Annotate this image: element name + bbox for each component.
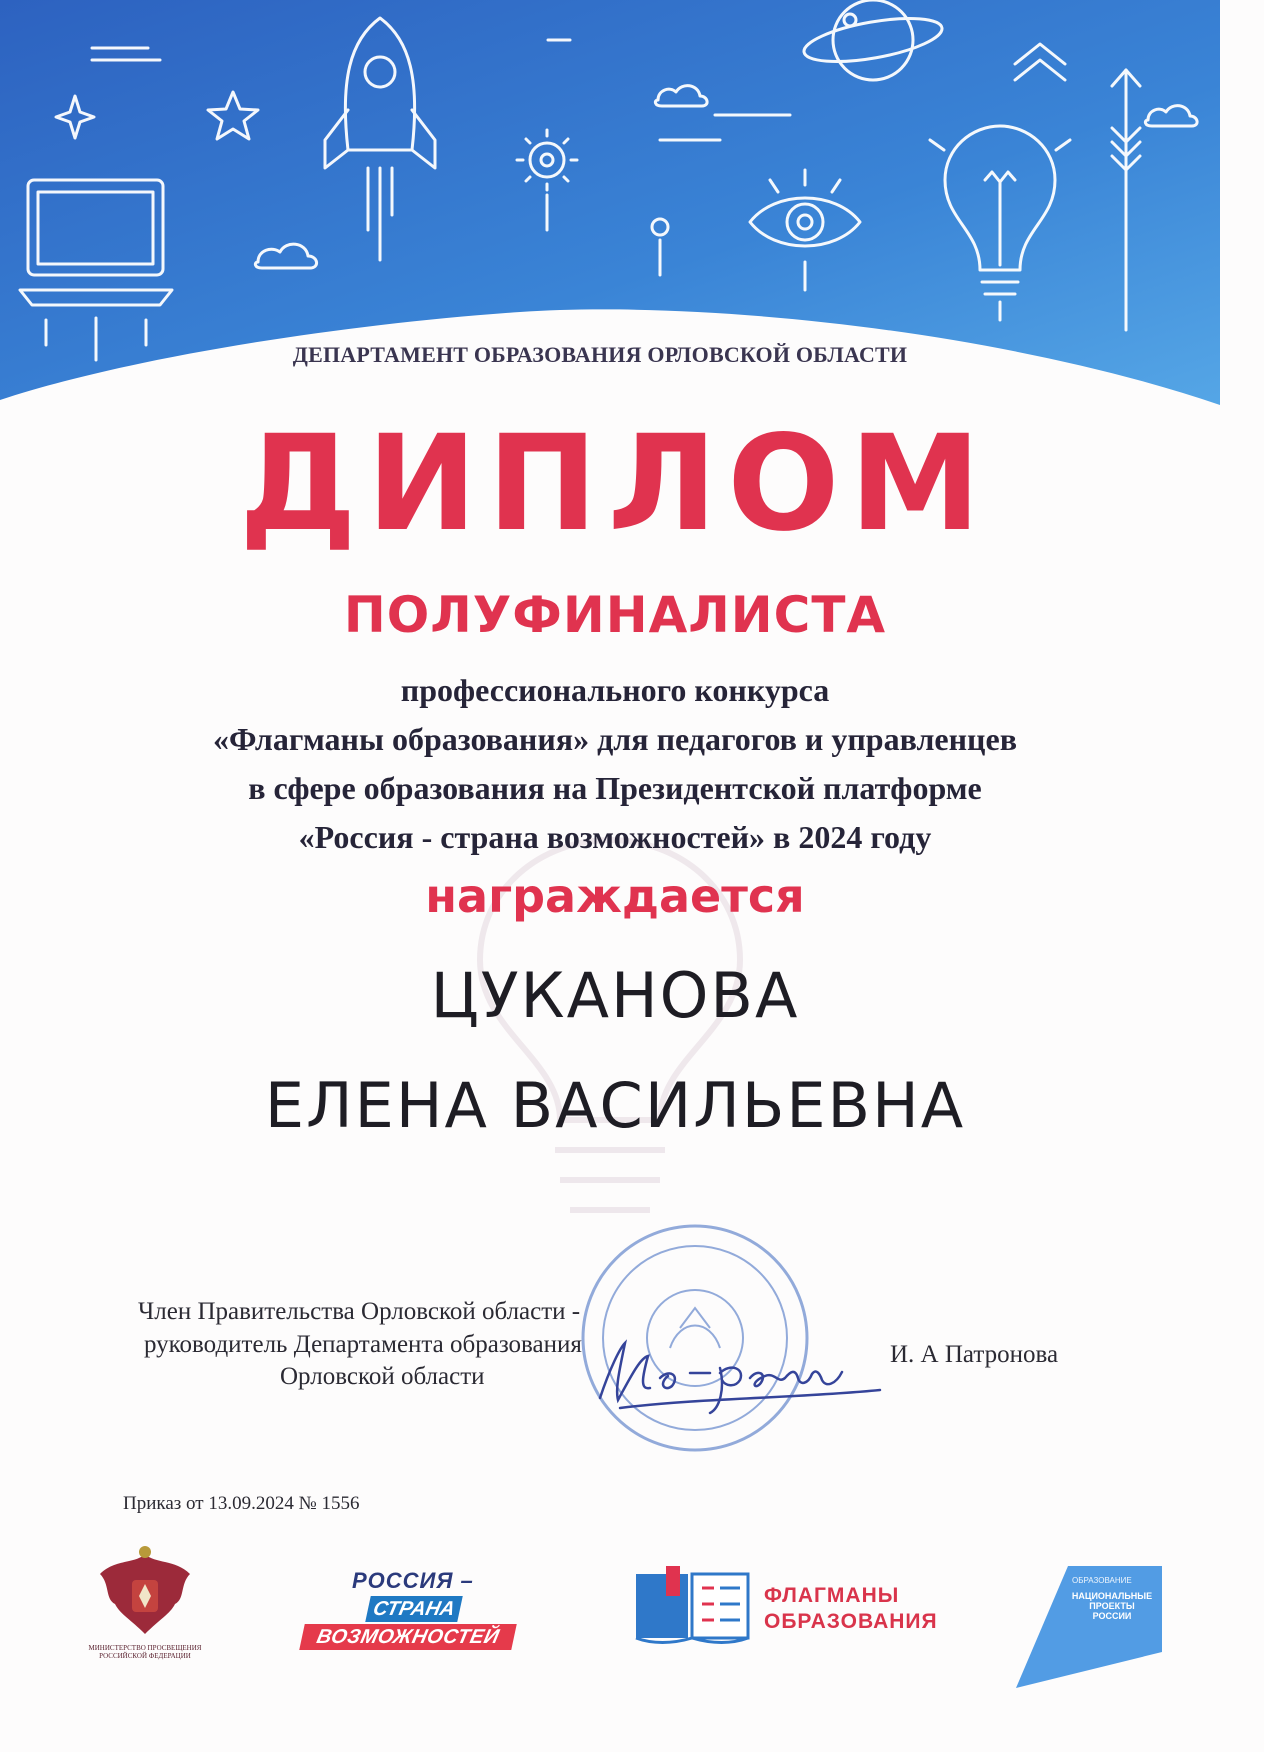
- recipient-surname: ЦУКАНОВА: [430, 959, 800, 1032]
- russia-opportunities-logo: [290, 1564, 530, 1654]
- handwritten-signature: [580, 1328, 900, 1418]
- book-icon: [632, 1566, 752, 1646]
- contest-line: в сфере образования на Президентской платформе: [248, 770, 982, 806]
- russia-logo-line: РОССИЯ –: [352, 1568, 474, 1593]
- national-projects-line: РОССИИ: [1092, 1611, 1132, 1621]
- ministry-logo-text: [70, 1644, 220, 1660]
- national-projects-caption: ОБРАЗОВАНИЕ: [1072, 1576, 1132, 1585]
- diploma-title: ДИПЛОМ: [239, 407, 991, 561]
- contest-description: [0, 666, 1230, 862]
- flagmany-logo-line: ОБРАЗОВАНИЯ: [764, 1610, 938, 1633]
- national-projects-line: ПРОЕКТЫ: [1089, 1601, 1135, 1611]
- ministry-emblem-icon: [85, 1544, 205, 1644]
- russia-logo-line: СТРАНА: [365, 1596, 463, 1622]
- awarded-label: награждается: [425, 869, 805, 923]
- ministry-logo-line: РОССИЙСКОЙ ФЕДЕРАЦИИ: [99, 1652, 191, 1660]
- order-reference: Приказ от 13.09.2024 № 1556: [123, 1493, 360, 1514]
- signer-position-line: руководитель Департамента образования: [144, 1331, 582, 1358]
- signer-position-line: Орловской области: [280, 1363, 485, 1390]
- diploma-subtitle: ПОЛУФИНАЛИСТА: [343, 586, 887, 644]
- contest-line: «Россия - страна возможностей» в 2024 году: [298, 819, 932, 855]
- department-name: ДЕПАРТАМЕНТ ОБРАЗОВАНИЯ ОРЛОВСКОЙ ОБЛАСТИ: [292, 342, 908, 367]
- signer-name: И. А Патронова: [890, 1341, 1059, 1368]
- russia-logo-line: ВОЗМОЖНОСТЕЙ: [299, 1624, 517, 1650]
- flagmany-logo: [632, 1566, 952, 1646]
- national-projects-line: НАЦИОНАЛЬНЫЕ: [1071, 1591, 1153, 1601]
- flagmany-logo-line: ФЛАГМАНЫ: [764, 1584, 900, 1607]
- contest-line: «Флагманы образования» для педагогов и управленцев: [213, 721, 1017, 757]
- signer-position-line: Член Правительства Орловской области -: [138, 1298, 581, 1325]
- ministry-logo-line: МИНИСТЕРСТВО ПРОСВЕЩЕНИЯ: [88, 1644, 202, 1652]
- recipient-given-names: ЕЛЕНА ВАСИЛЬЕВНА: [264, 1069, 966, 1142]
- contest-line: профессионального конкурса: [400, 672, 830, 708]
- national-projects-title: [1070, 1591, 1154, 1621]
- national-projects-logo: [1012, 1560, 1172, 1690]
